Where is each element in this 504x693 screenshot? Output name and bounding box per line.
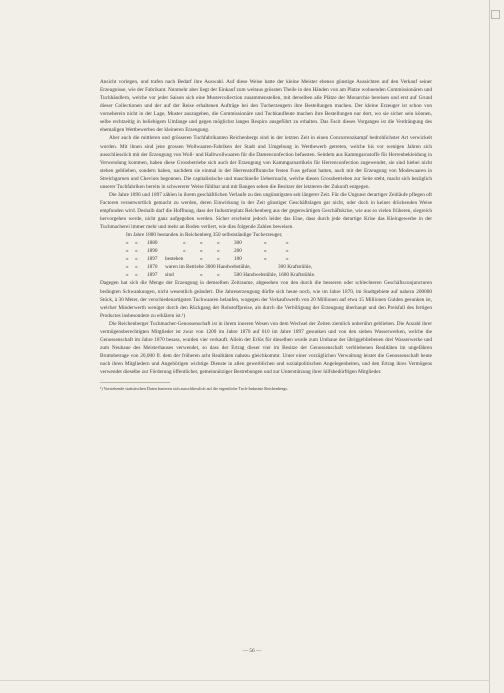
table-cell: » — [135, 264, 138, 271]
table-cell: » — [217, 256, 220, 263]
table-cell: » — [135, 272, 138, 279]
table-cell: » — [183, 248, 186, 255]
table-cell: 100 — [234, 256, 242, 263]
table-cell: » — [200, 240, 203, 247]
table-cell: » — [126, 272, 129, 279]
table-cell: » — [126, 264, 129, 271]
table-cell: Im Jahre 1880 bestanden in Reichenberg 350 selbstständige Tucherzeuger, — [126, 232, 283, 239]
table-cell: 1870 — [147, 264, 158, 271]
paragraph: Die Reichenberger Tuchmacher-Genossenschaft ist in ihrem inneren Wesen von dem Wechsel der Zeiten ziemlich unberührt geblieben. Die Anzahl ihrer vermögensberechtigten Mitglieder ist zwar von 1200 im Jahre 1870 auf 610 im Jahre 1897 gesunken und von den sieben Wasserwerken, welche die Genossenschaft im Jahre 1870 besass, wurden vier verkauft. Allein der Erlös für dieselben wurde zum Umbaue der übriggebliebenen drei Wasserwerke und zum Neubaue des Meisterhauses verwendet, so dass der Ertrag dieser vier im Besitze der Genossenschaft verbliebenen Realitäten im ungefähren Bruttobetrage von 20,000 fl. dem der früheren acht Realitäten nahezu gleichkommt. Unter einer vorzüglichen Verwaltung leistet die Genossenschaft heute noch ihren Mitgliedern und Angehörigen wichtige Dienste in allen gewerblichen und sozialpolitischen Angelegenheiten, und den Ertrag ihres Vermögens verwendet dieselbe zur Förderung öffentlicher, gemeinnütziger Bestrebungen und zur Unterstützung ihrer hilfsbedürftigen Mitglieder. — [100, 320, 432, 376]
table-cell: 500 Handwebstühle, 1600 Kraftstühle. — [234, 272, 316, 279]
table-cell: » — [200, 256, 203, 263]
paragraph: Aber auch die mittleren und grösseren Tuchfabrikanten Reichenbergs sind in der letzten Zeit in einen Concurrenzkampf bedrohlichster Art verwickelt worden. Mit ihnen sind jene grossen Wollwaaren-Fabriken der Stadt und Umgebung in Wettbewerb getreten, welche bis vor wenigen Jahren sich ausschliesslich mit der Erzeugung von Woll- und Halbwollwaaren für die Damenconfection befassten. Seitdem aus Kammgarnstoffe für Herrenbekleidung in Verwendung kommen, haben diese Grossbetriebe sich auch der Erzeugung von Kammgarnartikeln für Herrenconfection zugewendet, sie sind hiebei nicht stehen geblieben, sondern haben, nachdem sie einmal in der Herrenstoffbranche festen Fuss gefasst hatten, auch mit der Erzeugung von Modewaaren in Streichgarnen und Cheviots begonnen. Die capitalistische und maschinelle Ueberrnacht, welche diesen Grossbetrieben zur Seite steht, macht sich bezüglich unserer Tuchfabriken bereits in schwererer Weise fühlbar und mit Bangen sehen die Besitzer der letzteren der Zukunft entgegen. — [100, 135, 432, 190]
table-cell: » — [264, 256, 267, 263]
table-cell: » — [217, 248, 220, 255]
footnote-divider — [100, 382, 170, 383]
table-cell: » — [286, 248, 289, 255]
table-cell: 1897 — [147, 272, 158, 279]
table-cell: » — [286, 256, 289, 263]
page-number: — 56 — — [242, 648, 262, 654]
table-cell: 300 — [234, 240, 242, 247]
table-cell: 200 — [234, 248, 242, 255]
table-cell: » — [126, 256, 129, 263]
table-cell: waren im Betriebe 3000 Handwebstühle, — [165, 264, 251, 271]
paragraph: Die Jahre 1896 und 1897 zählen in ihrem geschäftlichen Verlaufe zu den ungünstigsten seit längerer Zeit. Für die Ungunst derartiger Zeitläufe pflegen oft Factoren verantwortlich gemacht zu werden, deren Einwirkung in der Zeit günstiger Geschäftslagen gar nicht, oder doch in keiner drückenden Weise empfunden wird. Deshalb darf die Hoffnung, dass der Industrieplatz Reichenberg aus der gegenwärtigen Geschäftskrise, wie aus so vielen früheren, siegreich hervorgehen werde, nicht ganz aufgegeben werden. Sicher erscheint jedoch leider das Eine, dass durch jede derartige Krise das Kleingewerbe in der Tuchmacherei immer mehr und mehr an Boden verliert, wie dies folgende Zahlen beweisen. — [100, 191, 432, 231]
table-cell: bestehen — [165, 256, 184, 263]
table-cell: 1880 — [147, 240, 158, 247]
table-cell: » — [200, 272, 203, 279]
table-cell: » — [135, 256, 138, 263]
table-cell: sind — [165, 272, 174, 279]
table-row — [126, 231, 432, 239]
table-cell: » — [183, 240, 186, 247]
table-cell: » — [135, 240, 138, 247]
table-cell: » — [200, 248, 203, 255]
table-cell: 300 Kraftstühle, — [278, 264, 313, 271]
table-cell: » — [135, 248, 138, 255]
table-cell: » — [264, 240, 267, 247]
paragraph: Dagegen hat sich die Menge der Erzeugung in demselben Zeitraume, abgesehen von den durch die besseren oder schlechteren Geschäftsconjuncturen bedingten Schwankungen, nicht wesentlich geändert. Die Jahreserzeugung dürfte sich heute noch, wie im Jahre 1870, im Stadtgebiete auf nahezu 200000 Stück, à 30 Meter, der verschiedenartigsten Tuchwaaren belaufen, wogegen der Verkaufswerth von 20 Millionen auf etwa 15 Millionen Gulden gesunken ist, welcher Minderwerth weniger durch den Rückgang der Rohstoffpreise, als durch die Verbilligung der Erzeugung überhaupt und den Preisfall des fertigen Productes insbesondere zu erklären ist.¹) — [100, 280, 432, 319]
table-row — [126, 263, 432, 271]
paragraph: Ansicht vorlegen, und trafen nach Bedarf ihre Auswahl. Auf diese Weise hatte der kleine Meister ebenso günstige Aussichten auf den Verkauf seiner Erzeugnisse, wie der Fabrikant. Nunmehr aber liegt der Einkauf zum weitaus grössten Theile in den Händen von am Platze wohnenden Commissionären und Tuchhändlern, welche vor jeder Saison sich eine Mustercollection zusammenstellen, mit derselben alle Plätze der Monarchie bereisen und erst auf Grund dieser Collectionen und der auf der Reise erhaltenen Aufträge bei den Tucherzeugern ihre Bestellungen machen. Der kleine Erzeuger ist schon von vorneherein nicht in der Lage, Muster auszugeben, die Commissionäre und Tuchkaufleute machen ihre Bestellungen nur dort, wo sie sicher sein können, selbe rechtzeitig in beliebigem Umfange und gegen möglichst langes Respiro ausgeführt zu erhalten. Das Facit dieses Vorganges ist die Verdrängung des ehemaligen Wettbewerbes der kleineren Erzeugung. — [100, 79, 432, 134]
table-row — [126, 255, 432, 263]
table-row — [126, 247, 432, 255]
table-cell: » — [217, 240, 220, 247]
page-bottom-edge — [0, 680, 490, 681]
table-cell: 1890 — [147, 248, 158, 255]
table-cell: » — [126, 248, 129, 255]
table-row — [126, 239, 432, 247]
body-text — [100, 78, 432, 392]
corner-mark — [491, 10, 500, 19]
page-edge-line — [489, 0, 490, 693]
table-cell: » — [217, 272, 220, 279]
footnote: ¹) Vorstehende statistischen Daten basieren sich ausschliesslich auf die eigentliche Tuch-Industrie Reichenbergs. — [100, 386, 289, 392]
statistics-table — [126, 231, 432, 279]
table-cell: » — [264, 248, 267, 255]
table-cell: 1897 — [147, 256, 158, 263]
table-cell: » — [286, 240, 289, 247]
table-cell: » — [126, 240, 129, 247]
table-row — [126, 271, 432, 279]
